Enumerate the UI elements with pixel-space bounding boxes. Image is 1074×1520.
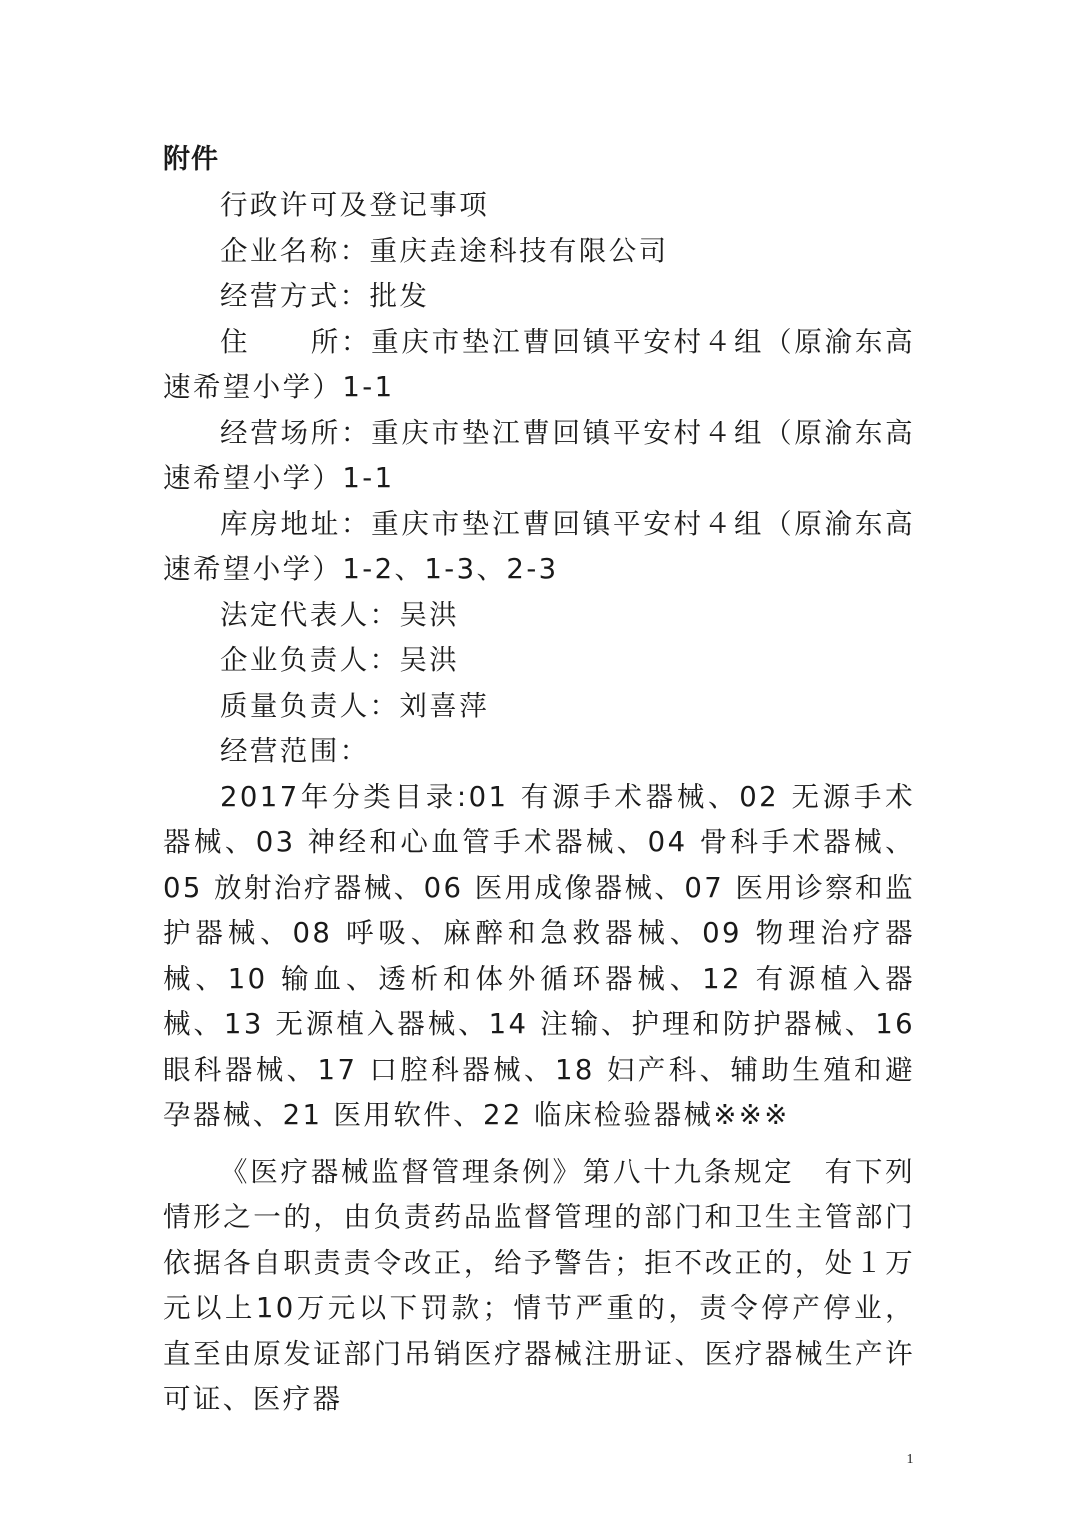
field-value: 重庆市垫江曹回镇平安村４组（原渝东高速希望小学）1-1 [163,416,916,494]
field-label: 质量负责人： [220,689,400,722]
field-company-name [163,229,915,275]
section-title: 行政许可及登记事项 [220,189,490,221]
field-label: 住 所： [220,325,372,358]
field-value: 吴洪 [399,598,460,631]
field-value: 重庆市垫江曹回镇平安村４组（原渝东高速希望小学）1-1 [163,325,916,403]
field-quality-head [163,684,915,730]
field-value: 吴洪 [399,644,460,676]
scope-paragraph: 2017年分类目录:01 有源手术器械、02 无源手术器械、03 神经和心血管手术器械、04 骨科手术器械、05 放射治疗器械、06 医用成像器械、07 医用诊察和监护器械、08 呼吸、麻醉和急救器械、09 物理治疗器械、10 输血、透析和体外循环器械、12 有源植入器械、13 无源植入器械、14 注输、护理和防护器械、16 眼科器械、17 口腔科器械、18 妇产科、辅助生殖和避孕器械、21 医用软件、22 临床检验器械※※※ [163,780,915,1131]
field-value: 重庆垚途科技有限公司 [369,234,669,267]
field-value: 刘喜萍 [399,689,490,722]
field-residence [163,320,915,411]
page-number: 1 [906,1452,914,1467]
regulation-paragraph: 《医疗器械监督管理条例》第八十九条规定 有下列情形之一的，由负责药品监督管理的部门和卫生主管部门依据各自职责责令改正，给予警告；拒不改正的，处１万元以上10万元以下罚款；情节严重的，责令停产停业，直至由原发证部门吊销医疗器械注册证、医疗器械生产许可证、医疗器 [163,1155,915,1415]
field-warehouse-address [163,502,915,593]
field-business-scope [163,729,915,775]
field-label: 库房地址： [220,507,372,540]
field-enterprise-head [163,638,915,684]
field-label: 企业负责人： [220,644,400,676]
field-label: 经营方式： [220,280,370,312]
field-label: 经营范围： [220,735,370,767]
field-business-premises [163,411,915,502]
field-legal-representative [163,593,915,639]
field-value: 重庆市垫江曹回镇平安村４组（原渝东高速希望小学）1-2、1-3、2-3 [163,507,916,585]
field-label: 经营场所： [220,416,372,449]
field-business-mode [163,274,915,320]
field-label: 企业名称： [220,234,370,267]
field-value: 批发 [369,280,430,312]
field-label: 法定代表人： [220,598,400,631]
attachment-heading: 附件 [163,144,219,175]
document-body [163,183,915,1423]
